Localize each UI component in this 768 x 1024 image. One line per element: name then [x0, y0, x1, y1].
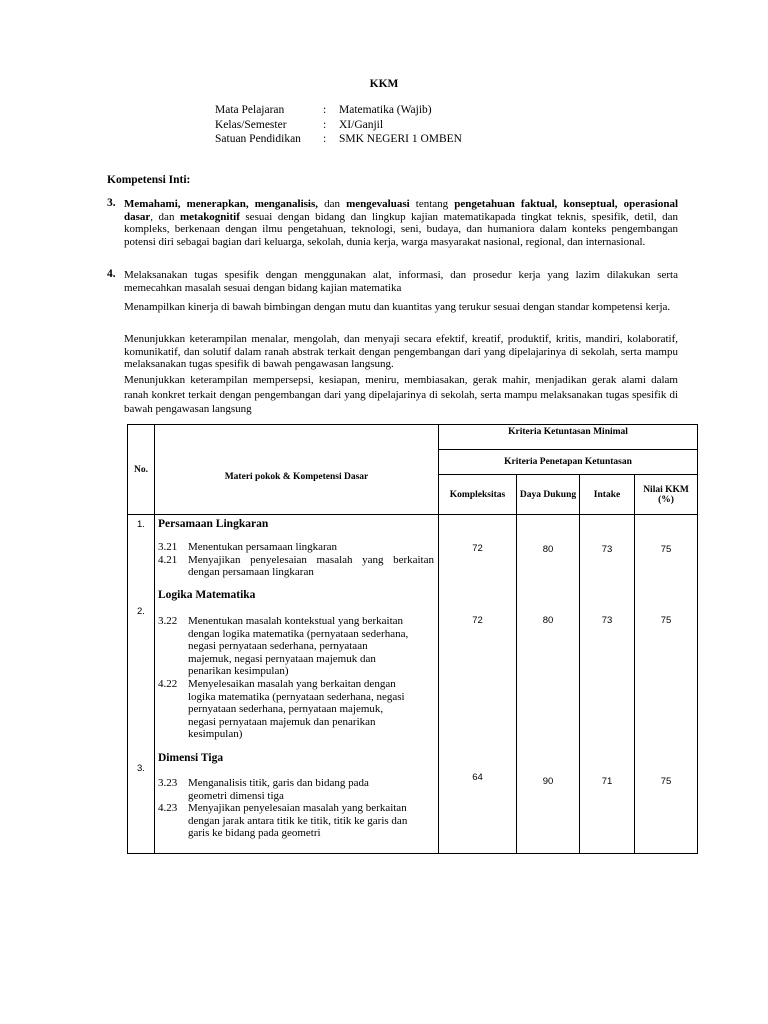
meta-sep: : — [323, 118, 327, 131]
header-kkm: Kriteria Ketuntasan Minimal — [439, 425, 698, 450]
kd-list — [158, 615, 434, 741]
ki3-text-4: sesuai dengan bidang dan lingkup kajian matematikapada tingkat teknis, spesifik, detil, dan kompleks, berkenaan dengan ilmu pengetahuan, teknologi, seni, budaya, dan humaniora dalam konteks pengembangan potensi diri sebagai bagian dari keluarga, sekolah, dunia kerja, warga masyarakat nasional, regional, dan internasional. — [124, 210, 678, 249]
row-number: 1. — [137, 519, 145, 530]
meta-row-school — [215, 132, 462, 147]
section-heading: Dimensi Tiga — [158, 752, 224, 764]
row-number: 2. — [137, 606, 145, 617]
section-heading: Logika Matematika — [158, 589, 256, 601]
row-number: 3. — [137, 763, 145, 774]
ki4-paragraph-4: Menunjukkan keterampilan mempersepsi, kesiapan, meniru, membiasakan, gerak mahir, menjadikan gerak alami dalam ranah konkret terkait dengan pengembangan dari yang dipelajarinya di sekolah, serta mampu melaksanakan tugas spesifik di bawah pengawasan langsung — [124, 374, 678, 415]
daya-dukung-column — [517, 515, 580, 854]
ki3-bold-2: mengevaluasi — [346, 198, 410, 210]
kd-number: 4.22 — [158, 677, 178, 690]
meta-label: Satuan Pendidikan — [215, 133, 301, 145]
ki4-paragraph-3: Menunjukkan keterampilan menalar, mengolah, dan menyaji secara efektif, kreatif, produktif, kritis, mandiri, kolaboratif, komunikatif, dan solutif dalam ranah abstrak terkait dengan pengembangan dari yang dipelajarinya di sekolah, serta mampu melaksanakan tugas spesifik di bawah pengawasan langsung. — [124, 333, 678, 371]
kd-item — [158, 777, 434, 802]
intake-value: 73 — [601, 615, 613, 626]
kd-number: 4.21 — [158, 553, 178, 566]
nilai-kkm-value: 75 — [660, 615, 672, 626]
header-nilai-kkm: Nilai KKM (%) — [635, 475, 698, 515]
ki4-number: 4. — [107, 268, 116, 280]
kd-text: Menganalisis titik, garis dan bidang pada geometri dimensi tiga — [188, 777, 369, 802]
daya-dukung-value: 80 — [542, 615, 554, 626]
kd-item — [158, 802, 434, 840]
kd-text: Menentukan persamaan lingkaran — [188, 541, 338, 553]
ki3-bold-1: Memahami, menerapkan, menganalisis, — [124, 198, 319, 210]
kd-number: 4.23 — [158, 802, 178, 815]
daya-dukung-value: 90 — [542, 776, 554, 787]
ki3-paragraph — [124, 198, 678, 249]
kd-text: Menyajikan penyelesaian masalah yang berkaitan dengan jarak antara titik ke titik, titik ke garis dan garis ke bidang pada geometri — [188, 802, 408, 840]
meta-row-subject — [215, 103, 462, 118]
intake-column — [580, 515, 635, 854]
kd-text: Menyajikan penyelesaian masalah yang berkaitan dengan persamaan lingkaran — [188, 553, 434, 579]
meta-label: Kelas/Semester — [215, 118, 287, 131]
header-daya-dukung: Daya Dukung — [517, 475, 580, 515]
kd-item — [158, 541, 434, 554]
kd-list — [158, 777, 434, 840]
meta-value: Matematika (Wajib) — [339, 104, 432, 116]
kd-text: Menyelesaikan masalah yang berkaitan dengan logika matematika (pernyataan sederhana, negasi pernyataan sederhana, pernyataan majemuk, negasi pernyataan majemuk dan penarikan kesimpulan) — [188, 677, 405, 741]
meta-value: SMK NEGERI 1 OMBEN — [339, 133, 462, 145]
kd-item — [158, 615, 434, 678]
kd-number: 3.21 — [158, 541, 178, 553]
daya-dukung-value: 80 — [542, 544, 554, 555]
meta-value: XI/Ganjil — [339, 118, 384, 131]
kompleksitas-column — [439, 515, 517, 854]
ki3-text-2: tentang — [409, 198, 455, 210]
intake-value: 71 — [601, 776, 613, 787]
header-intake: Intake — [580, 475, 635, 515]
header-kompleksitas: Kompleksitas — [439, 475, 517, 515]
header-materi: Materi pokok & Kompetensi Dasar — [155, 425, 439, 515]
meta-row-class — [215, 118, 462, 133]
materi-column — [155, 515, 439, 854]
nilai-kkm-value: 75 — [660, 544, 672, 555]
kd-number: 3.23 — [158, 777, 178, 789]
subject-info — [215, 103, 462, 147]
kompleksitas-value: 72 — [472, 543, 483, 554]
kd-item — [158, 678, 434, 741]
ki3-text-3: , dan — [150, 210, 180, 223]
kompleksitas-value: 72 — [472, 615, 483, 626]
nilai-kkm-value: 75 — [660, 776, 672, 787]
document-title: KKM — [369, 78, 399, 90]
kompleksitas-value: 64 — [472, 772, 483, 783]
ki3-number: 3. — [107, 197, 116, 209]
number-column — [128, 515, 155, 854]
ki3-bold-3: pengetahuan faktual, konseptual, operasional dasar — [124, 198, 678, 223]
ki4-paragraph-1: Melaksanakan tugas spesifik dengan menggunakan alat, informasi, dan prosedur kerja yang lazim dilakukan serta memecahkan masalah sesuai dengan bidang kajian matematika — [124, 269, 678, 294]
ki3-bold-4: metakognitif — [179, 210, 240, 223]
meta-sep: : — [323, 104, 327, 116]
section-heading: Persamaan Lingkaran — [158, 518, 269, 530]
kkm-table — [127, 424, 698, 854]
ki3-text-1: dan — [318, 198, 347, 210]
ki4-paragraph-2: Menampilkan kinerja di bawah bimbingan dengan mutu dan kuantitas yang terukur sesuai dengan standar kompetensi kerja. — [124, 301, 671, 313]
ki-heading: Kompetensi Inti: — [107, 174, 191, 186]
kd-item — [158, 554, 434, 579]
nilai-kkm-column — [635, 515, 698, 854]
kd-text: Menentukan masalah kontekstual yang berkaitan dengan logika matematika (pernyataan sederhana, negasi pernyataan sederhana, pernyataan majemuk, negasi pernyataan majemuk dan penarikan kesimpulan) — [188, 615, 409, 678]
kd-list — [158, 541, 434, 579]
intake-value: 73 — [601, 544, 613, 555]
kd-number: 3.22 — [158, 615, 178, 627]
meta-sep: : — [323, 133, 327, 145]
header-no: No. — [128, 425, 155, 515]
header-penetapan: Kriteria Penetapan Ketuntasan — [439, 450, 698, 475]
meta-label: Mata Pelajaran — [215, 104, 285, 116]
